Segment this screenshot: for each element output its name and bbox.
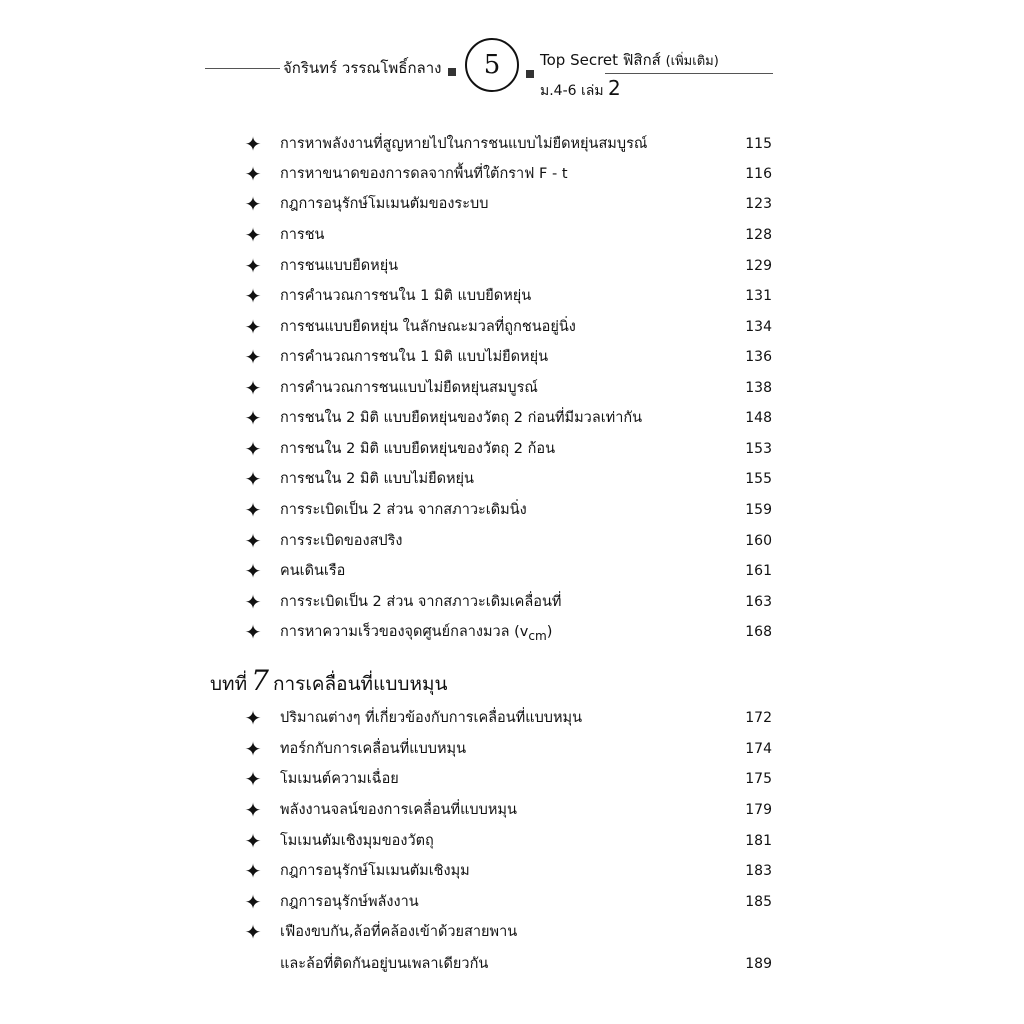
toc-entry	[0, 408, 1024, 438]
toc-entry	[0, 831, 1024, 861]
toc-entry-title: กฎการอนุรักษ์พลังงาน	[280, 894, 419, 910]
author-name: จักรินทร์ วรรณโพธิ์กลาง	[283, 59, 442, 77]
subscript-cm: cm	[528, 628, 547, 643]
four-point-star-icon: ✦	[244, 437, 262, 461]
toc-entry-title: การคำนวณการชนแบบไม่ยืดหยุ่นสมบูรณ์	[280, 380, 538, 396]
toc-entry-title-line2: และล้อที่ติดกันอยู่บนเพลาเดียวกัน	[280, 956, 489, 972]
toc-entry-title: โมเมนตัมเชิงมุมของวัตถุ	[280, 833, 434, 849]
toc-entry	[0, 708, 1024, 738]
toc-entry-title: คนเดินเรือ	[280, 563, 346, 579]
chapter-title: การเคลื่อนที่แบบหมุน	[272, 673, 448, 695]
square-bullet-icon	[448, 68, 456, 76]
toc-entry-title: การชนใน 2 มิติ แบบยืดหยุ่นของวัตถุ 2 ก้อน	[280, 441, 555, 457]
toc-entry-title-main: การหาความเร็วของจุดศูนย์กลางมวล (v	[280, 624, 529, 640]
toc-entry	[0, 922, 1024, 982]
toc-entry-page: 123	[745, 196, 772, 212]
four-point-star-icon: ✦	[244, 620, 262, 644]
toc-entry-title: การคำนวณการชนใน 1 มิติ แบบไม่ยืดหยุ่น	[280, 349, 549, 365]
toc-entry-title: กฎการอนุรักษ์โมเมนตัมเชิงมุม	[280, 863, 470, 879]
toc-entry-page: 153	[745, 441, 772, 457]
toc-entry	[0, 739, 1024, 769]
toc-entry	[0, 225, 1024, 255]
toc-entry-title: กฎการอนุรักษ์โมเมนตัมของระบบ	[280, 196, 489, 212]
toc-entry-page: 138	[745, 380, 772, 396]
toc-entry-title: การชนแบบยืดหยุ่น	[280, 258, 399, 274]
four-point-star-icon: ✦	[244, 467, 262, 491]
toc-entry	[0, 469, 1024, 499]
toc-entry-page: 168	[745, 624, 772, 640]
book-title-main: Top Secret ฟิสิกส์	[540, 51, 661, 69]
four-point-star-icon: ✦	[244, 254, 262, 278]
four-point-star-icon: ✦	[244, 498, 262, 522]
four-point-star-icon: ✦	[244, 737, 262, 761]
toc-entry-title: การชนแบบยืดหยุ่น ในลักษณะมวลที่ถูกชนอยู่นิ่ง	[280, 319, 576, 335]
toc-entry	[0, 134, 1024, 164]
grade-volume	[540, 76, 621, 102]
page-header	[0, 0, 1024, 110]
four-point-star-icon: ✦	[244, 829, 262, 853]
toc-entry-title: พลังงานจลน์ของการเคลื่อนที่แบบหมุน	[280, 802, 517, 818]
four-point-star-icon: ✦	[244, 920, 262, 944]
toc-entry-page: 148	[745, 410, 772, 426]
toc-entry	[0, 500, 1024, 530]
four-point-star-icon: ✦	[244, 798, 262, 822]
header-rule-right	[605, 73, 773, 74]
volume-number: 2	[608, 76, 621, 100]
header-rule-left	[205, 68, 280, 69]
toc-entry-page: 189	[745, 956, 772, 972]
toc-entry-title: โมเมนต์ความเฉื่อย	[280, 771, 399, 787]
toc-entry-title	[280, 622, 552, 646]
toc-entry-title: การระเบิดเป็น 2 ส่วน จากสภาวะเดิมเคลื่อนที่	[280, 594, 562, 610]
four-point-star-icon: ✦	[244, 890, 262, 914]
toc-entry-title: ทอร์กกับการเคลื่อนที่แบบหมุน	[280, 741, 467, 757]
four-point-star-icon: ✦	[244, 192, 262, 216]
toc-entry	[0, 531, 1024, 561]
toc-entry-title: การระเบิดของสปริง	[280, 533, 403, 549]
toc-entry	[0, 561, 1024, 591]
four-point-star-icon: ✦	[244, 590, 262, 614]
four-point-star-icon: ✦	[244, 529, 262, 553]
four-point-star-icon: ✦	[244, 132, 262, 156]
four-point-star-icon: ✦	[244, 162, 262, 186]
grade-label: ม.4-6 เล่ม	[540, 83, 604, 99]
four-point-star-icon: ✦	[244, 406, 262, 430]
toc-entry	[0, 439, 1024, 469]
toc-entry-title: การชนใน 2 มิติ แบบยืดหยุ่นของวัตถุ 2 ก่อนที่มีมวลเท่ากัน	[280, 410, 643, 426]
toc-entry-page: 131	[745, 288, 772, 304]
toc-entry-page: 174	[745, 741, 772, 757]
toc-entry-title: การหาพลังงานที่สูญหายไปในการชนแบบไม่ยืดหยุ่นสมบูรณ์	[280, 136, 648, 152]
toc-entry-title: การระเบิดเป็น 2 ส่วน จากสภาวะเดิมนิ่ง	[280, 502, 527, 518]
toc-entry	[0, 286, 1024, 316]
toc-entry-title: เฟืองขบกัน,ล้อที่คล้องเข้าด้วยสายพาน	[280, 924, 518, 940]
toc-entry	[0, 622, 1024, 652]
toc-entry	[0, 378, 1024, 408]
toc-entry-page: 185	[745, 894, 772, 910]
toc-entry	[0, 164, 1024, 194]
four-point-star-icon: ✦	[244, 284, 262, 308]
four-point-star-icon: ✦	[244, 559, 262, 583]
toc-entry-page: 160	[745, 533, 772, 549]
book-title	[540, 48, 719, 72]
toc-entry-page: 181	[745, 833, 772, 849]
chapter-heading	[210, 664, 448, 699]
toc-entry	[0, 347, 1024, 377]
chapter-prefix: บทที่	[210, 673, 248, 695]
toc-entry-page: 183	[745, 863, 772, 879]
toc-entry-page: 116	[745, 166, 772, 182]
toc-entry-page: 136	[745, 349, 772, 365]
toc-entry-page: 159	[745, 502, 772, 518]
toc-entry	[0, 592, 1024, 622]
four-point-star-icon: ✦	[244, 859, 262, 883]
four-point-star-icon: ✦	[244, 315, 262, 339]
toc-entry-page: 128	[745, 227, 772, 243]
page-number: 5	[483, 50, 501, 80]
square-bullet-icon	[526, 70, 534, 78]
toc-entry	[0, 769, 1024, 799]
chapter-number: 7	[251, 664, 269, 697]
toc-entry	[0, 256, 1024, 286]
toc-entry-title: ปริมาณต่างๆ ที่เกี่ยวข้องกับการเคลื่อนที่แบบหมุน	[280, 710, 583, 726]
toc-entry-page: 163	[745, 594, 772, 610]
book-title-sub: (เพิ่มเติม)	[665, 54, 719, 69]
toc-entry-title: การคำนวณการชนใน 1 มิติ แบบยืดหยุ่น	[280, 288, 532, 304]
toc-entry	[0, 317, 1024, 347]
toc-entry-title: การชน	[280, 227, 325, 243]
toc-entry-title-tail: )	[546, 624, 553, 640]
four-point-star-icon: ✦	[244, 706, 262, 730]
toc-entry-title: การหาขนาดของการดลจากพื้นที่ใต้กราฟ F - t	[280, 166, 568, 182]
toc-entry	[0, 194, 1024, 224]
toc-entry	[0, 861, 1024, 891]
toc-entry-page: 115	[745, 136, 772, 152]
toc-entry-page: 175	[745, 771, 772, 787]
toc-entry-page: 161	[745, 563, 772, 579]
toc-entry	[0, 800, 1024, 830]
four-point-star-icon: ✦	[244, 767, 262, 791]
four-point-star-icon: ✦	[244, 376, 262, 400]
toc-entry-page: 129	[745, 258, 772, 274]
toc-entry-page: 155	[745, 471, 772, 487]
toc-entry-page: 172	[745, 710, 772, 726]
page-number-circle	[465, 38, 519, 92]
four-point-star-icon: ✦	[244, 345, 262, 369]
toc-entry-title: การชนใน 2 มิติ แบบไม่ยืดหยุ่น	[280, 471, 474, 487]
toc-entry-page: 179	[745, 802, 772, 818]
four-point-star-icon: ✦	[244, 223, 262, 247]
toc-entry	[0, 892, 1024, 922]
toc-entry-page: 134	[745, 319, 772, 335]
